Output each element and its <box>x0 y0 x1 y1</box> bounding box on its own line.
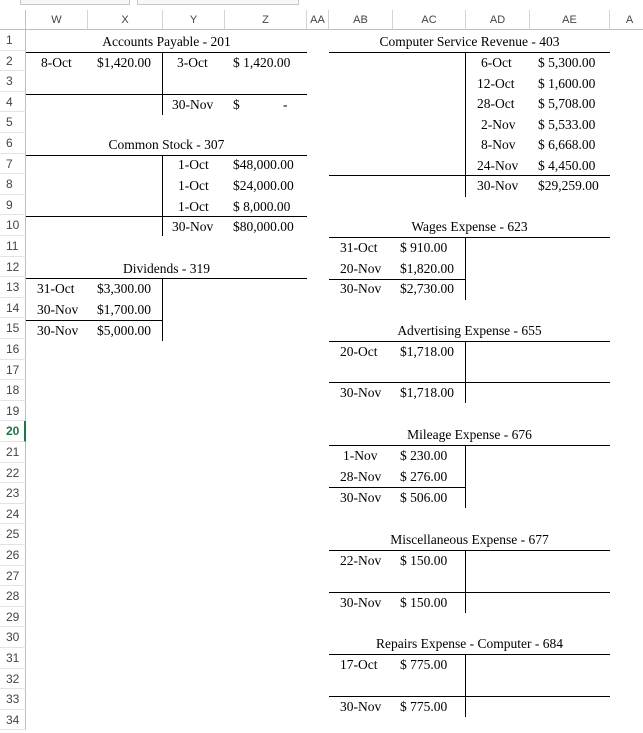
debit-date[interactable]: 20-Nov <box>340 261 382 276</box>
balance-amount[interactable]: $29,259.00 <box>538 178 599 193</box>
row-header[interactable]: 22 <box>0 463 26 484</box>
tab-edge <box>20 0 130 5</box>
balance-date[interactable]: 30-Nov <box>37 323 79 338</box>
debit-date[interactable]: 30-Nov <box>37 302 79 317</box>
balance-date[interactable]: 30-Nov <box>172 97 214 112</box>
credit-amount[interactable]: $ 5,708.00 <box>538 96 596 111</box>
select-all-corner[interactable] <box>0 10 26 30</box>
column-header-y[interactable]: Y <box>163 10 225 30</box>
credit-amount[interactable]: $ 6,668.00 <box>538 137 596 152</box>
t-account-rule <box>329 237 610 238</box>
t-account-rule <box>329 487 466 488</box>
credit-date[interactable]: 1-Oct <box>178 178 209 193</box>
row-header[interactable]: 4 <box>0 92 26 113</box>
credit-amount[interactable]: $24,000.00 <box>233 178 294 193</box>
row-header[interactable]: 15 <box>0 318 26 339</box>
balance-amount[interactable]: $ 506.00 <box>400 490 448 505</box>
t-account-rule <box>329 550 610 551</box>
debit-amount[interactable]: $ 230.00 <box>400 448 448 463</box>
row-header[interactable]: 25 <box>0 524 26 545</box>
t-account-rule <box>26 278 307 279</box>
debit-amount[interactable]: $3,300.00 <box>97 281 151 296</box>
credit-date[interactable]: 8-Nov <box>481 137 516 152</box>
t-account-divider <box>162 155 163 236</box>
t-account-divider <box>162 278 163 341</box>
balance-date[interactable]: 30-Nov <box>340 595 382 610</box>
row-header[interactable]: 1 <box>0 30 26 51</box>
debit-date[interactable]: 28-Nov <box>340 469 382 484</box>
t-account-rule <box>329 592 610 593</box>
credit-date[interactable]: 1-Oct <box>178 157 209 172</box>
row-header[interactable]: 13 <box>0 277 26 298</box>
row-header[interactable]: 27 <box>0 566 26 587</box>
credit-amount[interactable]: $ 8,000.00 <box>233 199 291 214</box>
row-header[interactable]: 23 <box>0 483 26 504</box>
balance-date[interactable]: 30-Nov <box>172 219 214 234</box>
credit-date[interactable]: 3-Oct <box>177 55 208 70</box>
balance-date[interactable]: 30-Nov <box>340 699 382 714</box>
credit-date[interactable]: 28-Oct <box>477 96 515 111</box>
row-header[interactable]: 17 <box>0 360 26 381</box>
t-account-divider <box>465 341 466 403</box>
credit-date[interactable]: 12-Oct <box>477 76 515 91</box>
t-account-rule <box>329 382 610 383</box>
balance-amount[interactable]: - <box>283 97 288 112</box>
t-account-rule <box>329 445 610 446</box>
t-account-title-repairs-expense: Repairs Expense - Computer - 684 <box>375 636 564 651</box>
debit-amount[interactable]: $1,718.00 <box>400 344 454 359</box>
row-header[interactable]: 3 <box>0 71 26 92</box>
row-header[interactable]: 9 <box>0 195 26 216</box>
t-account-rule <box>26 52 307 53</box>
column-header-ac[interactable]: AC <box>393 10 466 30</box>
debit-date[interactable]: 8-Oct <box>41 55 72 70</box>
t-account-rule <box>26 320 163 321</box>
debit-date[interactable]: 31-Oct <box>37 281 75 296</box>
t-account-title-dividends: Dividends - 319 <box>123 261 210 276</box>
row-header[interactable]: 33 <box>0 689 26 710</box>
t-account-title-computer-service-revenue: Computer Service Revenue - 403 <box>379 34 560 49</box>
debit-amount[interactable]: $ 276.00 <box>400 469 448 484</box>
row-header[interactable]: 11 <box>0 236 26 257</box>
debit-date[interactable]: 31-Oct <box>340 240 378 255</box>
row-header[interactable]: 18 <box>0 380 26 401</box>
column-header-ad[interactable]: AD <box>466 10 530 30</box>
t-account-divider <box>162 52 163 115</box>
row-header[interactable]: 32 <box>0 669 26 690</box>
row-header[interactable]: 10 <box>0 215 26 236</box>
row-header[interactable]: 34 <box>0 710 26 731</box>
row-header[interactable]: 29 <box>0 607 26 628</box>
debit-amount[interactable]: $ 910.00 <box>400 240 448 255</box>
credit-date[interactable]: 6-Oct <box>481 55 512 70</box>
balance-amount[interactable]: $2,730.00 <box>400 281 454 296</box>
row-header[interactable]: 7 <box>0 154 26 175</box>
t-account-rule <box>329 52 610 53</box>
credit-date[interactable]: 2-Nov <box>481 117 516 132</box>
balance-date[interactable]: 30-Nov <box>340 281 382 296</box>
debit-date[interactable]: 1-Nov <box>343 448 378 463</box>
debit-date[interactable]: 17-Oct <box>340 657 378 672</box>
t-account-divider <box>465 654 466 717</box>
balance-currency[interactable]: $ <box>233 97 240 112</box>
debit-amount[interactable]: $1,700.00 <box>97 302 151 317</box>
debit-amount[interactable]: $1,420.00 <box>97 55 151 70</box>
balance-date[interactable]: 30-Nov <box>340 385 382 400</box>
balance-date[interactable]: 30-Nov <box>340 490 382 505</box>
row-header-selected[interactable]: 20 <box>0 421 26 442</box>
row-header[interactable]: 16 <box>0 339 26 360</box>
t-account-rule <box>329 696 610 697</box>
credit-date[interactable]: 1-Oct <box>178 199 209 214</box>
row-header[interactable]: 8 <box>0 174 26 195</box>
balance-amount[interactable]: $80,000.00 <box>233 219 294 234</box>
debit-amount[interactable]: $ 775.00 <box>400 657 448 672</box>
row-header[interactable]: 21 <box>0 442 26 463</box>
debit-amount[interactable]: $1,820.00 <box>400 261 454 276</box>
row-header[interactable]: 30 <box>0 627 26 648</box>
debit-amount[interactable]: $ 150.00 <box>400 553 448 568</box>
top-toolbar-edge <box>0 0 643 10</box>
credit-amount[interactable]: $ 1,600.00 <box>538 76 596 91</box>
t-account-title-miscellaneous-expense: Miscellaneous Expense - 677 <box>390 532 549 547</box>
row-header[interactable]: 28 <box>0 586 26 607</box>
t-account-divider <box>465 237 466 300</box>
t-account-rule <box>26 216 307 217</box>
credit-amount[interactable]: $48,000.00 <box>233 157 294 172</box>
t-account-rule <box>329 341 610 342</box>
row-header[interactable]: 14 <box>0 298 26 319</box>
credit-amount[interactable]: $ 5,533.00 <box>538 117 596 132</box>
balance-amount[interactable]: $1,718.00 <box>400 385 454 400</box>
row-header[interactable]: 19 <box>0 401 26 422</box>
credit-date[interactable]: 24-Nov <box>477 158 519 173</box>
column-header-w[interactable]: W <box>26 10 88 30</box>
t-account-title-common-stock: Common Stock - 307 <box>108 137 225 152</box>
row-header[interactable]: 24 <box>0 504 26 525</box>
row-header[interactable]: 12 <box>0 257 26 278</box>
column-header-ab[interactable]: AB <box>329 10 393 30</box>
column-header-af[interactable]: A <box>610 10 643 30</box>
row-header[interactable]: 26 <box>0 545 26 566</box>
t-account-title-wages-expense: Wages Expense - 623 <box>411 219 528 234</box>
t-account-rule <box>329 175 610 176</box>
credit-amount[interactable]: $ 5,300.00 <box>538 55 596 70</box>
t-account-divider <box>465 550 466 613</box>
row-header[interactable]: 6 <box>0 133 26 154</box>
row-header[interactable]: 2 <box>0 51 26 72</box>
t-account-divider <box>465 445 466 508</box>
credit-amount[interactable]: $ 1,420.00 <box>233 55 291 70</box>
t-account-title-accounts-payable: Accounts Payable - 201 <box>102 34 231 49</box>
balance-date[interactable]: 30-Nov <box>477 178 519 193</box>
row-header[interactable]: 31 <box>0 648 26 669</box>
column-header-x[interactable]: X <box>88 10 163 30</box>
column-header-z[interactable]: Z <box>225 10 307 30</box>
balance-amount[interactable]: $ 150.00 <box>400 595 448 610</box>
t-account-rule <box>26 94 307 95</box>
column-header-aa[interactable]: AA <box>307 10 329 30</box>
t-account-rule <box>329 654 610 655</box>
t-account-title-advertising-expense: Advertising Expense - 655 <box>397 323 542 338</box>
tab-edge <box>137 0 299 5</box>
debit-date[interactable]: 22-Nov <box>340 553 382 568</box>
balance-amount[interactable]: $ 775.00 <box>400 699 448 714</box>
row-header[interactable]: 5 <box>0 112 26 133</box>
t-account-title-mileage-expense: Mileage Expense - 676 <box>407 427 532 442</box>
column-header-ae[interactable]: AE <box>530 10 610 30</box>
balance-amount[interactable]: $5,000.00 <box>97 323 151 338</box>
debit-date[interactable]: 20-Oct <box>340 344 378 359</box>
credit-amount[interactable]: $ 4,450.00 <box>538 158 596 173</box>
